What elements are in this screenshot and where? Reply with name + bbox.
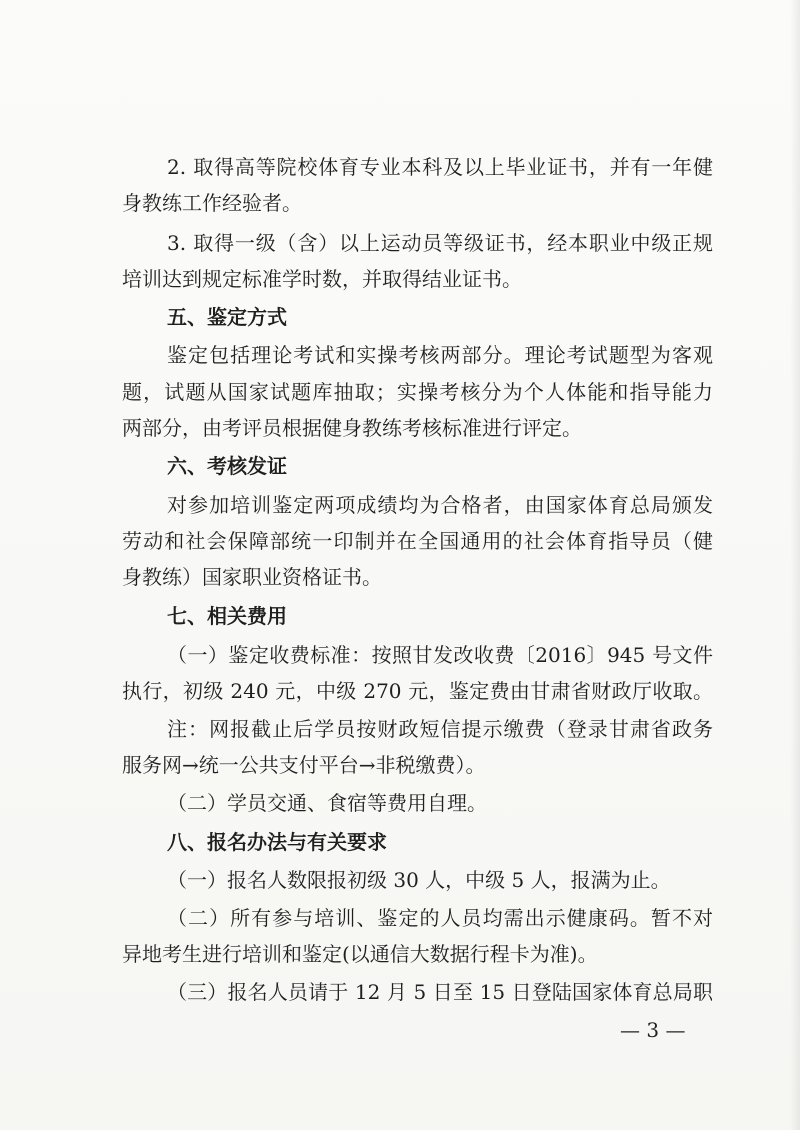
paragraph-self-paid-costs: （二）学员交通、食宿等费用自理。 xyxy=(167,791,487,815)
paragraph-qualification-3: 3. 取得一级（含）以上运动员等级证书，经本职业中级正规 xyxy=(167,231,713,255)
paragraph-fee-note: 注：网报截止后学员按财政短信提示缴费（登录甘肃省政务 xyxy=(167,717,713,741)
paragraph-enrollment-limit: （一）报名人数限报初级 30 人，中级 5 人，报满为止。 xyxy=(167,868,671,892)
paragraph-registration-period: （三）报名人员请于 12 月 5 日至 15 日登陆国家体育总局职 xyxy=(167,980,713,1004)
paragraph-qualification-2-cont: 身教练工作经验者。 xyxy=(122,191,302,215)
paragraph-certification-cont: 劳动和社会保障部统一印制并在全国通用的社会体育指导员（健 xyxy=(122,529,713,553)
section-heading-8: 八、报名办法与有关要求 xyxy=(167,830,387,854)
paragraph-health-code: （二）所有参与培训、鉴定的人员均需出示健康码。暂不对 xyxy=(167,906,713,930)
section-heading-5: 五、鉴定方式 xyxy=(167,305,287,329)
paragraph-assessment-method: 鉴定包括理论考试和实操考核两部分。理论考试题型为客观 xyxy=(167,343,713,367)
scan-shadow-edge xyxy=(790,0,800,1130)
paragraph-fee-standard-cont: 执行，初级 240 元，中级 270 元，鉴定费由甘肃省财政厅收取。 xyxy=(122,679,713,703)
paragraph-fee-standard: （一）鉴定收费标准：按照甘发改收费〔2016〕945 号文件 xyxy=(167,643,713,667)
paragraph-assessment-method-cont: 题，试题从国家试题库抽取；实操考核分为个人体能和指导能力 xyxy=(122,380,713,404)
paragraph-certification: 对参加培训鉴定两项成绩均为合格者，由国家体育总局颁发 xyxy=(167,493,713,517)
section-heading-7: 七、相关费用 xyxy=(167,604,287,628)
paragraph-qualification-3-cont: 培训达到规定标准学时数，并取得结业证书。 xyxy=(122,267,522,291)
paragraph-health-code-cont: 异地考生进行培训和鉴定(以通信大数据行程卡为准)。 xyxy=(122,942,598,966)
paragraph-qualification-2: 2. 取得高等院校体育专业本科及以上毕业证书，并有一年健 xyxy=(167,155,713,179)
paragraph-certification-end: 身教练）国家职业资格证书。 xyxy=(122,565,382,589)
paragraph-assessment-method-end: 两部分，由考评员根据健身教练考核标准进行评定。 xyxy=(122,416,582,440)
section-heading-6: 六、考核发证 xyxy=(167,454,287,478)
page-number: — 3 — xyxy=(620,1018,686,1042)
paragraph-fee-note-cont: 服务网→统一公共支付平台→非税缴费）。 xyxy=(122,753,486,777)
